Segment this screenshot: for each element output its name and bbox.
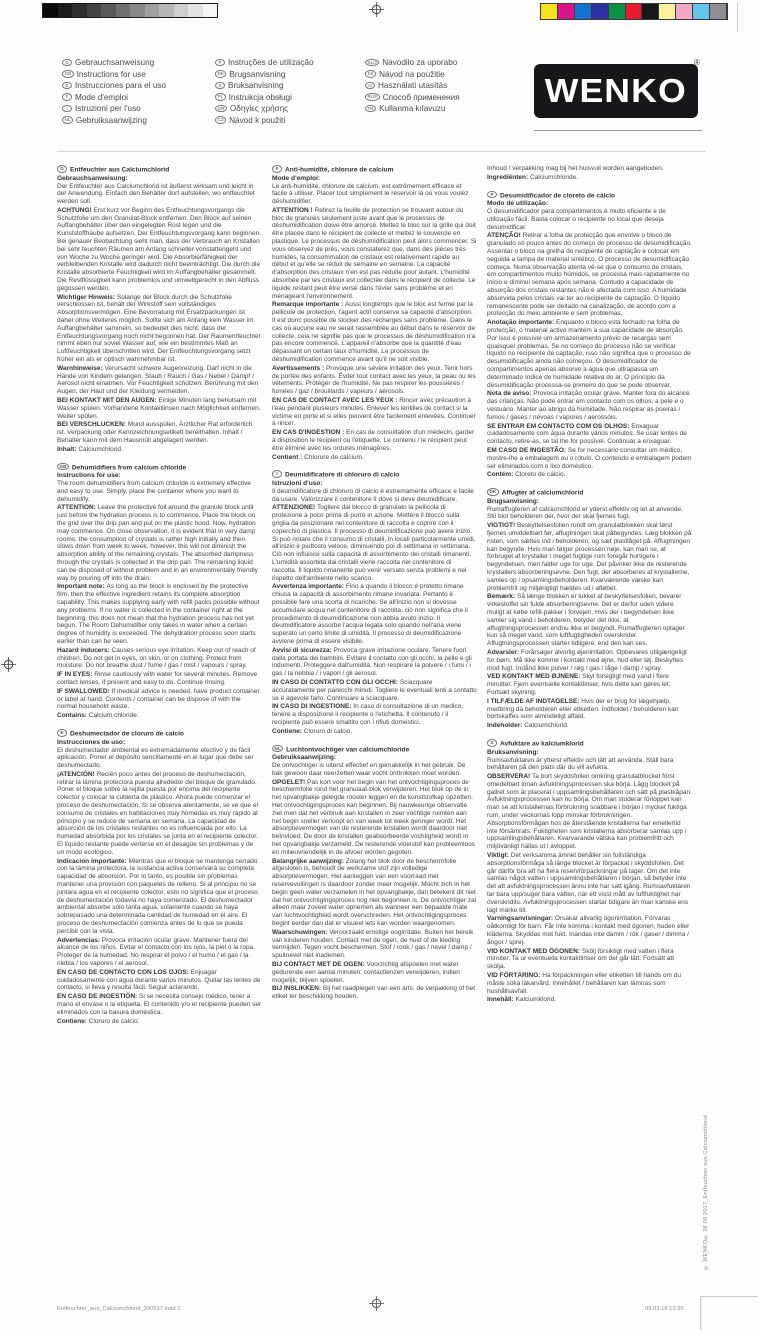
grayscale-step [203, 4, 218, 17]
paragraph: IN CASO DI INGESTIONE: In caso di consultazione di un medico, tenere a disposizione il recipiente o l'etichetta. Il contenuto / il recipiente può essere smaltito con i rifiuti domestici. [272, 703, 464, 726]
grayscale-step [101, 4, 116, 17]
language-item [365, 92, 460, 104]
language-code-badge: I [62, 105, 72, 113]
paragraph: Rumsavfuktaren är ytterst effektiv och lätt att använda. Ställ bara behållaren på den plats där du vill avfukta. [487, 756, 674, 772]
paragraph: Avertissements : Provoque une sévère irritation des yeux. Tenir hors de portée des enfants. Éviter tout contact avec les yeux, la peau ou les vêtements. Protéger de l'humidité. Ne pas respirer les poussières / fumées / gaz / brouillards / vapeurs / aérosols. [272, 364, 476, 396]
lang-col-2 [215, 57, 314, 126]
crop-mark [700, 1296, 701, 1330]
registration-mark-icon [1, 657, 16, 672]
language-section [272, 470, 477, 735]
subheading: Varningsanvisningar: [487, 915, 555, 923]
paragraph: Nota de aviso: Provoca irritação ocular grave. Manter fora do alcance das crianças. Não pode entrar em contacto com os olhos, a pele e o vestuário. Manter ao abrigo da humidade. Não respirar as poeiras / fumos / gases / névoas / vapores / aerossóis. [487, 390, 690, 421]
language-item [62, 80, 166, 92]
subheading: Belangrijke aanwijzing: [272, 857, 346, 865]
section-title: GB Dehumidifiers from calcium chloride [57, 463, 262, 473]
paragraph: Remarque importante : Aussi longtemps que le bloc est fermé par la pellicule de protection, l'agent actif conserve sa capacité d'absorption. Il est donc possible de stocker des recharges sans problème. Dans le cas où aucune eau ne serait rassemblée au début dans le réservoir de collecte, cela ne signifie pas que le processus de déshumidification n'a pas encore commencé. L'appareil n'absorbe que la quantité d'eau dépassant un certain taux d'humidité. Le processus de déshumidification commence avant qu'il ne soit visible. [272, 301, 476, 364]
language-label: Способ применения [382, 92, 460, 102]
paragraph: Varningsanvisningar: Orsakar allvarlig ögonirritation. Förvaras oåtkomligt för barn. Får inte komma i kontakt med ögonen, huden eller kläderna. Skyddas mot fukt. Inandas inte damm / rök / gaser / dimma / ångor / sprej. [487, 915, 690, 946]
section-title: P Desumidificador de cloreto de cálcio [487, 191, 692, 201]
paragraph: Anotação importante: Enquanto o bloco está fechado na folha de protecção, o material activo mantém a sua capacidade de absorção. Por isso é possível um armazenamento prévio de recargas sem quaisquer problemas. Se no começo do processo não se verificar líquido no recipiente de captação, isso não significa que o processo de desumidificação ainda não começou. O desumidificador de compartimentos apenas absorve a água que ultrapassa um determinado índice de humidade relativa do ar. O princípio da desumidificação processa-se primeiro do que se pode observar. [487, 319, 691, 389]
grayscale-step [130, 4, 145, 17]
wenko-logo-text: WENKO [544, 72, 688, 109]
paragraph: O desumidificador para compartimentos é muito eficiente e de utilização fácil. Basta colocar o recipiente no local que deseja desumidificar. [487, 208, 666, 231]
subheading: Contém: [487, 471, 516, 479]
language-item [215, 57, 314, 69]
paragraph: ATTENZIONE! Togliere dal blocco di granulato la pellicola di protezione a poco prima di porre in azione. Mettere il blocco sulla griglia da posizionare nel contenitore di raccolta e coprire con il coperchio di plastica. Il processo di deumidificazione può avere inizio. Si può notare che il consumo di cristalli, in locali particolarmente umidi, all'inizio è piuttosto veloce, diminuendo poi di settimana in settimana. Ciò non influisce sulla capacità di assorbimento dei cristalli rimanenti. L'umidità assorbita dai cristalli viene raccolta nel contenitore di raccolta. Il liquido rimanente può venir versato senza problemi e nel rispetto dell'ambiente nello scarico. [272, 504, 476, 582]
language-code-badge: D [62, 59, 72, 67]
registration-mark-icon [369, 2, 384, 17]
language-section [487, 739, 692, 1004]
registration-mark-icon [369, 1296, 384, 1311]
color-step [659, 4, 676, 19]
grayscale-step [43, 4, 58, 17]
subheading: OBSERVERA! [487, 773, 533, 781]
lang-col-1 [62, 57, 166, 126]
paragraph: Avvertenza importante: Fino a quando il blocco è protetto rimane chiusa la capacità di assorbimento rimane invariata. Pertanto è possibile fare una scorta di ricariche. Se all'inizio non si dovesse accumulare acqua nel contenitore di raccolta, ciò non significa che il procedimento di deumidificazione non abbia avuto inizio. Il deumidificatore assorbe l'acqua legata solo quando nell'aria viene superato un certo limite di umidità. Il processo di deumidificazione avviene prima di essere visibile. [272, 583, 468, 646]
grayscale-step [87, 4, 102, 17]
subheading: Warnhinweise: [57, 364, 105, 372]
language-code-badge: SLO [365, 59, 379, 67]
subheading: ¡ATENCIÓN! [57, 770, 97, 778]
paragraph: VED KONTAKT MED ØJNENE: Skyl forsigtigt med vand i flere minutter. Fjern eventuelle kontaktlinser, hvis dette kan gøres let. Fortsæt skylning. [487, 673, 671, 697]
paragraph: ATTENTION ! Retirez la feuille de protection se trouvant autour du bloc de granulés seulement juste avant que le processus de déshumidification doive être amorcé. Mettez le bloc sur la grille qui doit être placée dans le récipient de collecte et mettez le couvercle en plastique. Le processus de déshumidification peut alors commencer. Si vous observez de près, vous constaterez que, dans des pièces très humides, la consommation de cristaux est relativement rapide au début et qu'elle se réduit de semaine en semaine. La capacité d'absorption des cristaux n'en est pas réduite pour autant. L'humidité absorbée par les cristaux est collectée dans le récipient de collecte. Le liquide restant peut être versé dans l'évier sans problème et en ménageant l'environnement. [272, 206, 477, 300]
subheading: Inhalt: [57, 445, 79, 453]
subheading: EN CAS D'INGESTION : [272, 429, 347, 437]
language-code-badge: NL [272, 745, 283, 753]
paragraph: Contiene: Cloruro de calcio. [57, 1017, 140, 1025]
paragraph: Advarsler: Forårsager alvorlig øjenirritation. Opbevares utilgængeligt for børn. Må ikke komme i kontakt med øjne, hud eller tøj. Beskyttes mod fugt. Indånd ikke pulver / røg / gas / tåge / damp / spray. [487, 649, 687, 672]
paragraph: Il deumidificatore di chloruro di calcio è estremamente efficace e facile da usare. Valorizzare il contenitore lì dove si deve deumidificare. [272, 487, 474, 503]
paragraph: De ontvochtiger is uiterst effectief en gemakkelijk in het gebruik. De bak gewoon daar neerzetten waar vocht onttrokken moet worden. [272, 762, 466, 777]
subheading: BIJ INSLIKKEN: [272, 985, 323, 993]
text-col-3 [487, 165, 692, 1013]
language-label: Instrukcja obsługi [228, 92, 292, 102]
subheading: Contains: [57, 712, 89, 720]
print-file-name: Entfeuchter_aus_Calciumchlorid_390517.indd 1 [57, 1306, 181, 1312]
subheading: IN CASO DI INGESTIONE: [272, 703, 354, 711]
section-title: S Avfuktare av kalciumklorid [487, 739, 692, 749]
language-code-badge: RUS [365, 93, 380, 101]
paragraph: ATTENTION: Leave the protective foil around the granule block until just before the hydration process is to commence. Place the block on the grid over the drip pan and put on the plastic hood. Now, hydration may commence. On close observation, it is evident that in very damp rooms, the consumption of crystals is rather high initially and then slows down from week to week, however, this will not diminish the absorption ability of the remaining crystals. The absorbed dampness through the crystals is collected in the drip pan. The remaining liquid can be disposed of without problem and in an environmentally friendly way by pouring off into the drain. [57, 504, 258, 582]
subheading: SE ENTRAR EM CONTACTO COM OS OLHOS: [487, 422, 632, 430]
crop-mark [700, 1296, 758, 1297]
subheading: Wichtiger Hinweis: [57, 293, 117, 301]
language-item [215, 80, 314, 92]
paragraph: SE ENTRAR EM CONTACTO COM OS OLHOS: Enxaguar cuidadosamente com água durante vários minutos. Se usar lentes de contacto, retire-as, se tal lhe for possível. Continuar a enxaguar. [487, 422, 687, 446]
grayscale-calibration-bar [42, 3, 218, 18]
paragraph: EN CASO DE INGESTIÓN: Si se necesita consejo médico, tener a mano el envase o la etiqueta. El contenido y/o el recipiente pueden ser eliminados con la basura doméstica. [57, 993, 262, 1016]
language-item [365, 57, 460, 69]
grayscale-step [72, 4, 87, 17]
section-subtitle: Instrucciones de uso: [57, 738, 126, 746]
paragraph: OBSERVERA! Ta bort skyddsfolien omkring granulatblocket först omedelbart innan avfuktningsprocessen ska börja. Lägg blocket på gallret som är placerat i uppsamlingsbehållaren och sätt på plastkåpan. Avfuktningsprocessen kan nu börja. Om man studerar förloppet kan man se att kristallernas förbrukning snabbare i början i mycket fuktiga rum, under veckornas lopp minskar förbrukningen. Absorptionsförmågan hos de återstående kristallerna har emellertid inte försämrats. Fuktigheten som kristallerna absorberar samlas upp i uppsamlingsbehållaren. Kvarvarande vätska kan problemfritt och miljövänligt hällas ut i avloppet. [487, 773, 692, 851]
section-subtitle: Brugsanvisning: [487, 497, 540, 505]
subheading: EM CASO DE INGESTÃO: [487, 447, 568, 454]
language-label: Navodilo za uporabo [382, 58, 458, 67]
subheading: VED KONTAKT MED ØJNENE: [487, 673, 583, 681]
paragraph: Bemærk: Så længe blokken er lukket af beskyttelsesfolien, bevarer virkestoffet sin fulde absorberingsevne. Det er derfor uden videre muligt at købe refill-pakker i forvejen. Hvis der i begyndelsen ikke samler sig vand i beholderen, betyder det ikke, at affugtningsprocessen endnu ikke er begyndt. Rumaffugteren optager kun så meget vand, som luftfugtigheden overskrider. Affugtningsprocessen starter tidligere, end den kan ses. [487, 593, 685, 648]
logo-underline [534, 130, 702, 131]
language-section [57, 729, 262, 1025]
subheading: ATENÇÃO! [487, 232, 523, 240]
language-label: Návod na použitie [379, 69, 445, 79]
subheading: Anotação importante: [487, 319, 556, 327]
paragraph: Innehåll: Kalciumklorid. [487, 996, 556, 1004]
paragraph: BIJ CONTACT MET DE OGEN: Voorzichtig afspoelen met water gedurende een aantal minuten; contactlenzen verwijderen, indien mogelijk; blijven spoelen. [272, 961, 460, 984]
subheading: Hazard inducers: [57, 646, 112, 654]
language-label: Οδηγίες χρήσης [229, 104, 289, 113]
registered-trademark-symbol: ® [694, 58, 700, 67]
subheading: BEI VERSCHLUCKEN: [57, 421, 128, 429]
language-code-badge: GB [62, 70, 74, 78]
paragraph: EN CAS DE CONTACT AVEC LES YEUX : Rincer avec précaution à l'eau pendant plusieurs minutes. Enlever les lentilles de contact si la victime en porte et si elles peuvent être facilement enlevées. Continuer à rincer. [272, 397, 476, 428]
section-title: I Deumidificatore di chloruro di calcio [272, 470, 477, 480]
section-subtitle: Instructions for use: [57, 472, 121, 480]
language-code-badge: DK [215, 70, 226, 78]
paragraph: ACHTUNG! Erst kurz vor Beginn des Entfeuchtungsvorgangs die Schutzfolie um den Granulat-Block entfernen. Den Block auf seinen Auffangbehälter über den eingelegten Rost legen und die Kunststoffhaube aufsetzen. Der Entfeuchtungsvorgang kann beginnen. Bei genauer Beobachtung sieht man, dass der Verbrauch an Kristallen bei sehr feuchten Räumen am Anfang schneller vonstattengeht und von Woche zu Woche geringer wird. Die Absorbierfähigkeit der verbleibenden Kristalle wird dadurch nicht beeinträchtigt. Die durch die Kristalle absorbierte Feuchtigkeit wird im Auffangbehälter gesammelt. Die Restflüssigkeit kann problemlos und umweltgerecht in den Abfluss gegossen werden. [57, 206, 262, 292]
paragraph: Belangrijke aanwijzing: Zolang het blok door de beschermfolie afgesloten is, behoudt de werkzame stof zijn volledige absorptievermogen. Het aanleggen van een voorraad met reservevullingen is daardoor zonder meer mogelijk. Mocht zich in het begin geen water verzamelen in het opvangbakje, dan betekent dit niet dat het ontvochtigingsproces nog niet begonnen is. De ontvochtiger zal alleen maar zoveel water opnemen als wanneer een bepaalde mate van luchtvochtigheid wordt overschreden. Het ontvochtigingsproces begint eerder dan dat er visueel iets kan worden waargenomen. [272, 857, 477, 928]
paragraph: Warnhinweise: Verursacht schwere Augenreizung. Darf nicht in die Hände von Kindern gelangen. Staub / Rauch / Gas / Nebel / Dampf / Aerosol nicht einatmen. Vor Feuchtigkeit schützen. Berührung mit den Augen, der Haut und der Kleidung vermeiden. [57, 364, 259, 396]
language-code-badge: TR [365, 105, 376, 113]
language-code-badge: F [62, 93, 72, 101]
subheading: Avertissements : [272, 364, 326, 372]
language-label: Instrucciones para el uso [75, 81, 167, 90]
color-step [626, 4, 643, 19]
subheading: Avvertenza importante: [272, 583, 346, 591]
paragraph: Wichtiger Hinweis: Solange der Block durch die Schutzfolie verschlossen ist, behält der Wirkstoff sein vollständiges Absorptionsvermögen. Eine Bevorratung mit Ersatzpackungen ist daher ohne Weiteres möglich. Sollte sich am Anfang kein Wasser im Auffangbehälter sammeln, so bedeutet dies nicht, dass der Entfeuchtungsvorgang noch nicht begonnen hat. Der Raumentfeuchter nimmt eben nur soviel Wasser auf, wie ein bestimmtes Maß an Luftfeuchtigkeit überschritten wird. Der Entfeuchtungsvorgang setzt früher ein als er optisch wahrnehmbar ist. [57, 293, 261, 364]
color-step [710, 4, 727, 19]
language-code-badge: NL [62, 116, 73, 124]
language-item [365, 69, 460, 81]
paragraph: VID FÖRTÄRING: Ha förpackningen eller etiketten till hands om du måste söka läkarvård. Innehållet / behållaren kan lämnas som hushållsavfall. [487, 972, 681, 995]
language-label: Bruksanvisning [228, 81, 284, 90]
language-item [215, 115, 314, 127]
language-item [215, 92, 314, 104]
section-subtitle: Modo de utilização: [487, 200, 549, 208]
language-code-badge: P [215, 59, 225, 67]
paragraph: IN CASO DI CONTATTO CON GLI OCCHI: Sciacquare accuratamente per parecchi minuti. Togliere le eventuali lenti a contatto se è agevole farlo. Continuare a sciacquare. [272, 679, 477, 702]
color-step [575, 4, 592, 19]
paragraph: OPGELET! Pas kort voor het begin van het ontvochtigingsproces de beschermfolie rond het granulaat-blok verwijderen. Het blok op de in het opvangbakje gelegde rooster leggen en de kunststofkap opzetten. Het ontvochtigingsproces kan beginnen. Bij nauwkeurige observatie ziet men dat het verbruik aan kristallen in zeer vochtige ruimten aan het begin sneller verloopt en van week tot week geringer wordt. Het absorptievermogen van de resterende kristallen wordt daardoor niet beïnvloed. De door de kristallen geabsorbeerde vochtigheid wordt in het opvangbakje verzameld. De resterende vloeistof kan probleemloos en milieuvriendelijk in de afvoer worden gegoten. [272, 778, 476, 856]
subheading: Remarque importante : [272, 301, 345, 309]
subheading: IF IN EYES: [57, 671, 95, 679]
subheading: EN CASO DE INGESTIÓN: [57, 993, 139, 1001]
language-label: Használati utasítás [378, 81, 448, 90]
paragraph: Contient : Chlorure de calcium. [272, 453, 364, 461]
subheading: Waarschuwingen: [272, 928, 330, 936]
subheading: Indeholder: [487, 722, 525, 730]
language-code-badge: P [487, 191, 497, 199]
section-title: NL Luchtontvochtiger van calciumchloride [272, 745, 477, 755]
crop-mark [737, 2, 738, 32]
language-code-badge: H [365, 82, 375, 90]
language-section [272, 165, 477, 461]
paragraph: EM CASO DE INGESTÃO: Se for necessário consultar um médico, mostre-lhe a embalagem ou o rótulo. O conteúdo e embalagem podem ser eliminados com o lixo doméstico. [487, 447, 692, 470]
paragraph: VIGTIGT! Beskyttelsesfolien rundt om granulatblokken skal først fjernes umiddelbart før, affugtningen skal påbegyndes. Læg blokken på risten, som sættes ind i beholderen, og sæt plastlåget på. Affugtningen kan begynde. Hvis man følger processen nøje, kan man se, at forbruget af krystaller i meget fugtige rum foregår hurtigere i begyndelsen, men falder uge for uge. Det påvirker ikke de resterende krystallers absorberingsevne. Den fugt, der absorberes af krystallerne, samles op i opsamlingsbeholderen. Kvarværende væske kan problemfrit og miljørigtigt hældes ud i afløbet. [487, 522, 692, 592]
language-item [62, 69, 166, 81]
language-code-badge: E [57, 729, 67, 737]
subheading: VIGTIGT! [487, 522, 517, 530]
subheading: Important note: [57, 583, 107, 591]
subheading: ACHTUNG! [57, 206, 94, 214]
language-item [215, 103, 314, 115]
language-code-badge: S [487, 739, 497, 747]
language-code-badge: PL [215, 93, 226, 101]
language-code-badge: DK [487, 488, 499, 496]
subheading: IN CASO DI CONTATTO CON GLI OCCHI: [272, 679, 400, 687]
paragraph: EN CASO DE CONTACTO CON LOS OJOS: Enjuagar cuidadosamente con agua durante varios minutos. Quitar las lentes de contacto, si lleva y resulta fácil. Seguir aclarando. [57, 968, 261, 992]
language-code-badge: D [57, 165, 67, 173]
language-code-badge: SK [365, 70, 376, 78]
subheading: Advertencias: [57, 936, 102, 944]
print-timestamp: 09.03.18 13:35 [645, 1306, 684, 1312]
subheading: I TILFÆLDE AF INDTAGELSE: [487, 697, 582, 705]
subheading: EN CAS DE CONTACT AVEC LES YEUX : [272, 397, 400, 405]
paragraph: Hazard inducers: Causes serious eye irritation. Keep out of reach of children. Do not get in eyes, on skin, or on clothing. Protect from moisture. Do not breathe dust / fume / gas / mist / vapours / spray. [57, 646, 256, 670]
paragraph: Inhoud / verpakking mag bij het huisvuil worden aangeboden. [487, 165, 664, 172]
subheading: Contiene: [57, 1017, 89, 1025]
language-label: Návod k použití [229, 115, 286, 125]
subheading: OPGELET! [272, 778, 308, 786]
wenko-logo [534, 64, 698, 118]
subheading: Nota de aviso: [487, 390, 534, 398]
language-section [57, 463, 262, 720]
subheading: Contiene: [272, 727, 304, 735]
paragraph: IF IN EYES: Rinse cautiously with water for several minutes. Remove contact lenses, if present and easy to do. Continue rinsing. [57, 671, 258, 687]
paragraph: Advertencias: Provoca irritación ocular grave. Mantener fuera del alcance de los niños. Evitar el contacto con los ojos, la piel o la ropa. Proteger de la humedad. No respirar el polvo / el humo / el gas / la niebla / los vapores / el aerosol. [57, 936, 256, 968]
section-title: DK Affugter af calciumchlorid [487, 488, 692, 498]
paragraph: BEI KONTAKT MIT DEN AUGEN: Einige Minuten lang behutsam mit Wasser spülen. Vorhandene Kontaktlinsen nach Möglichkeit entfernen. Weiter spülen. [57, 397, 261, 420]
copyright-side-note: © WENKO® 36 08 2017_Entfeuchter aus Calciumchlorid [703, 1115, 709, 1270]
subheading: ATTENTION ! [272, 206, 315, 214]
subheading: IF SWALLOWED: [57, 687, 112, 695]
language-item [215, 69, 314, 81]
color-step [642, 4, 659, 19]
language-code-badge: GR [215, 105, 227, 113]
subheading: Advarsler: [487, 649, 521, 657]
section-title: D Entfeuchter aus Calciumchlorid [57, 165, 262, 175]
paragraph: Rumaffugteren af calciumchlorid er yderst effektiv og let at anvende. Stil blot beholderen dér, hvor der skal fjernes fugt. [487, 505, 683, 521]
subheading: Avvisi di sicurezza: [272, 646, 334, 654]
language-item [62, 57, 166, 69]
language-code-badge: E [62, 82, 72, 90]
subheading: Contient : [272, 453, 305, 461]
grayscale-step [159, 4, 174, 17]
language-section [487, 191, 692, 480]
language-code-badge: CZ [215, 116, 226, 124]
paragraph: EN CAS D'INGESTION : En cas de consultation d'un médecin, garder à disposition le récipient ou l'étiquette. Le contenu / le récipient peut être éliminé avec les ordures ménagères. [272, 429, 475, 452]
language-code-badge: I [272, 470, 282, 478]
paragraph: Contains: Calcium chloride. [57, 712, 139, 720]
subheading: VID FÖRTÄRING: [487, 972, 543, 980]
section-title: E Deshumectador de cloruro de calcio [57, 729, 262, 739]
grayscale-step [116, 4, 131, 17]
section-subtitle: Bruksanvisning: [487, 748, 539, 756]
language-code-badge: GB [57, 463, 69, 471]
language-label: Mode d'emploi [75, 92, 128, 102]
paragraph: Contiene: Cloruro di calcio. [272, 727, 353, 735]
language-label: Instruções de utilização [228, 58, 314, 67]
language-label: Brugsanvisning [229, 69, 286, 79]
color-calibration-bar [540, 3, 728, 20]
subheading: ATTENZIONE! [272, 504, 318, 512]
grayscale-step [58, 4, 73, 17]
color-step [676, 4, 693, 19]
language-code-badge: F [272, 165, 282, 173]
section-subtitle: Gebruiksaanwijzing: [272, 754, 337, 762]
language-section [487, 488, 692, 730]
paragraph: IF SWALLOWED: If medical advice is needed, have product container or label at hand. Contents / container can be dispose of with the normal household waste. [57, 687, 260, 711]
language-item [62, 115, 166, 127]
paragraph: VID KONTAKT MED ÖGONEN: Skölj försiktigt med vatten i flera minuter. Ta ur eventuella kontaktlinser om det går lätt. Fortsätt att skölja. [487, 947, 675, 971]
subheading: ATTENTION: [57, 504, 98, 512]
section-title: F Anti-humidité, chlorure de calcium [272, 165, 477, 175]
paragraph: Indeholder: Calciumchlorid. [487, 722, 569, 730]
language-item [62, 103, 166, 115]
subheading: Ingrediënten: [487, 173, 530, 181]
language-item [365, 103, 460, 115]
paragraph: BIJ INSLIKKEN: Bij het raadplegen van een arts: de verpakking of het etiket ter beschikking houden. [272, 985, 476, 1001]
text-col-1 [57, 165, 262, 1034]
lang-col-3 [365, 57, 460, 115]
grayscale-step [188, 4, 203, 17]
color-step [558, 4, 575, 19]
color-step [609, 4, 626, 19]
subheading: VID KONTAKT MED ÖGONEN: [487, 947, 582, 955]
paragraph: Important note: As long as the block is enclosed by the protective film, then the effective ingredient retains its complete absorption capability. This makes supplying early with refill packs possible without any problems. If no water is collected in the container right at the beginning, this does not mean that the hydration process has not yet begun. The Room Dehumidifier only takes in water when a certain degree of humidity is exceeded. The dehydration process soon starts earlier than can be seen. [57, 583, 260, 646]
color-step [592, 4, 609, 19]
language-item [365, 80, 460, 92]
language-label: Gebrauchsanweisung [75, 58, 155, 67]
section-subtitle: Mode d'emploi: [272, 174, 321, 182]
subheading: EN CASO DE CONTACTO CON LOS OJOS: [57, 968, 191, 976]
language-section [272, 745, 477, 1001]
paragraph: Indicación importante: Mientras que el bloque se mantenga cerrado con la lámina protectora, la sustancia activa conservará su completa capacidad de absorción. Por lo tanto, es posible sin problemas mantener una provisión con paquetes de relleno. Si al principio no se juntara agua en el recipiente colector, esto no significa que el proceso de deshumectación todavía no haya comenzado. El deshumectador ambiental absorbe sólo tanta agua, solamente cuando se haya sobrepasado una determinada cantidad de humedad en el aire. El proceso de deshumectación comienza antes de lo que se pueda percibir con la vista. [57, 857, 258, 935]
language-label: Instructions for use [76, 69, 146, 79]
language-label: Istruzioni per l'uso [75, 104, 141, 113]
subheading: Innehåll: [487, 996, 516, 1004]
paragraph: Contém: Cloreto de cálcio. [487, 471, 566, 479]
language-label: Gebruiksaanwijzing [75, 115, 147, 125]
paragraph: Inhalt: Calciumchlorid. [57, 445, 123, 453]
color-step [693, 4, 710, 19]
language-code-badge: S [215, 82, 225, 90]
subheading: BIJ CONTACT MET DE OGEN: [272, 961, 367, 969]
paragraph: Waarschuwingen: Veroorzaakt ernstige oogirritatie. Buiten het bereik van kinderen houden. Contact met de ogen, de huid of de kleding vermijden. Tegen vocht beschermen. Stof / rook / gas / nevel / damp / spuitnevel niet inademen. [272, 928, 474, 960]
paragraph: Viktigt: Det verksamma ämnet behåller sin fullständiga absorptionsförmåga så länge blocket är förpackat i skyddsfolien. Det går därför bra att ha flera reservförpackningar på lager. Om det inte samlas något vatten i uppsamlingsbehållaren i början, så betyder inte det att avfuktningsprocessen ännu inte har satt igång. Rumsavfuktaren tar bara upp/suger bara vatten, när ett visst mått av luftfuktighet har överskridits. Avfuktningsprocessen startar tidigare än man kanske ens lagt märke till. [487, 852, 691, 914]
language-label: Kullanma kılavuzu [379, 104, 446, 113]
paragraph: I TILFÆLDE AF INDTAGELSE: Hvis der er brug for lægehjælp, medbring da beholderen eller etiketten. Indholdet / beholderen kan bortskaffes som almindeligt affald. [487, 697, 679, 721]
paragraph: Avvisi di sicurezza: Provoca grave irritazione oculare. Tenere fuori dalla portata dei bambini. Evitare il contatto con gli occhi, la pelle e gli indumenti. Proteggere dall'umidità. Non respirare la polvere / i fumi / i gas / la nebbia / i vapori / gli aerosol. [272, 646, 472, 678]
text-col-2 [272, 165, 477, 1010]
paragraph: Ingrediënten: Calciumchloride. [487, 173, 579, 181]
paragraph: BEI VERSCHLUCKEN: Mund ausspülen. Ärztlicher Rat erforderlich ist. Verpackung oder Kennzeichnungsetikett bereithalten. Inhalt / Behälter kann mit dem Hausmüll abgelagert werden. [57, 421, 253, 444]
paragraph: El deshumectador ambiental es extremadamente efectivo y de fácil aplicación. Poner el depósito sencillamente en el lugar que debe ser deshumectado. [57, 746, 254, 770]
subheading: BEI KONTAKT MIT DEN AUGEN: [57, 397, 159, 405]
paragraph: Der Entfeuchter aus Calciumchlorid ist äußerst wirksam und leicht in der Anwendung. Einfach den Behälter dort aufstellen, wo entfeuchtet werden soll. [57, 182, 255, 206]
language-section [487, 165, 692, 182]
section-subtitle: Istruzioni d'uso: [272, 479, 323, 487]
paragraph: ATENÇÃO! Retirar a folha de protecção que envolve o bloco de granulado só pouco antes do começo do processo de desumidificação. Assentar o bloco na grelha do recipiente de captação e colocar em seguida a tampa de material sintético. O processo de desumidificação começa. Numa observação atenta vê-se que o consumo de cristais, em compartimentos muito húmidos, se processa mais rapidamente no início e diminui semana após semana. Contudo a capacidade de absorção dos cristais restantes não é afectada com isso. A humidade absorvida pelos cristais vai ter ao recipiente de captação. O líquido remanescente pode ser deitado na canalização, de acordo com a protecção do meio ambiente e sem problemas. [487, 232, 692, 318]
subheading: Viktigt: [487, 852, 511, 860]
paragraph: The room dehumidifiers from calcium chloride is extremely effective and easy to use. Simply, place the container where you want to dehumidify. [57, 480, 251, 503]
language-section [57, 165, 262, 454]
header-separator-line [57, 151, 706, 152]
subheading: Indicación importante: [57, 857, 129, 865]
section-subtitle: Gebrauchsanweisung: [57, 174, 128, 182]
subheading: Bemærk: [487, 593, 517, 601]
paragraph: Le anti-humidité, chlorure de calcium, est extrêmement efficace et facile à utiliser. Placer tout simplement le réservoir là où vous voulez déshumidifier. [272, 182, 469, 206]
paragraph: ¡ATENCIÓN! Recién poco antes del proceso de deshumectación, retirar la lámina protectora puesta alrededor del bloque de granulado. Poner el bloque sobre la rejilla puesta por encima del recipiente colector y colocar la cubierta de plástico. Ahora puede comenzar el proceso de deshumectación. Si se observa atentamente, se ve que el consumo de cristales en habitaciones muy húmedas es muy rápido al principio y se reduce de semana en semana. La capacidad de absorción de los cristales restantes no es influenciada por ello. La humedad absorbida por los cristales se junta en el recipiente colector. El líquido restante puede verterse en el desagüe sin problemas y de un modo ecológico. [57, 770, 258, 856]
color-step [541, 4, 558, 19]
grayscale-step [145, 4, 160, 17]
language-item [62, 92, 166, 104]
grayscale-step [174, 4, 189, 17]
